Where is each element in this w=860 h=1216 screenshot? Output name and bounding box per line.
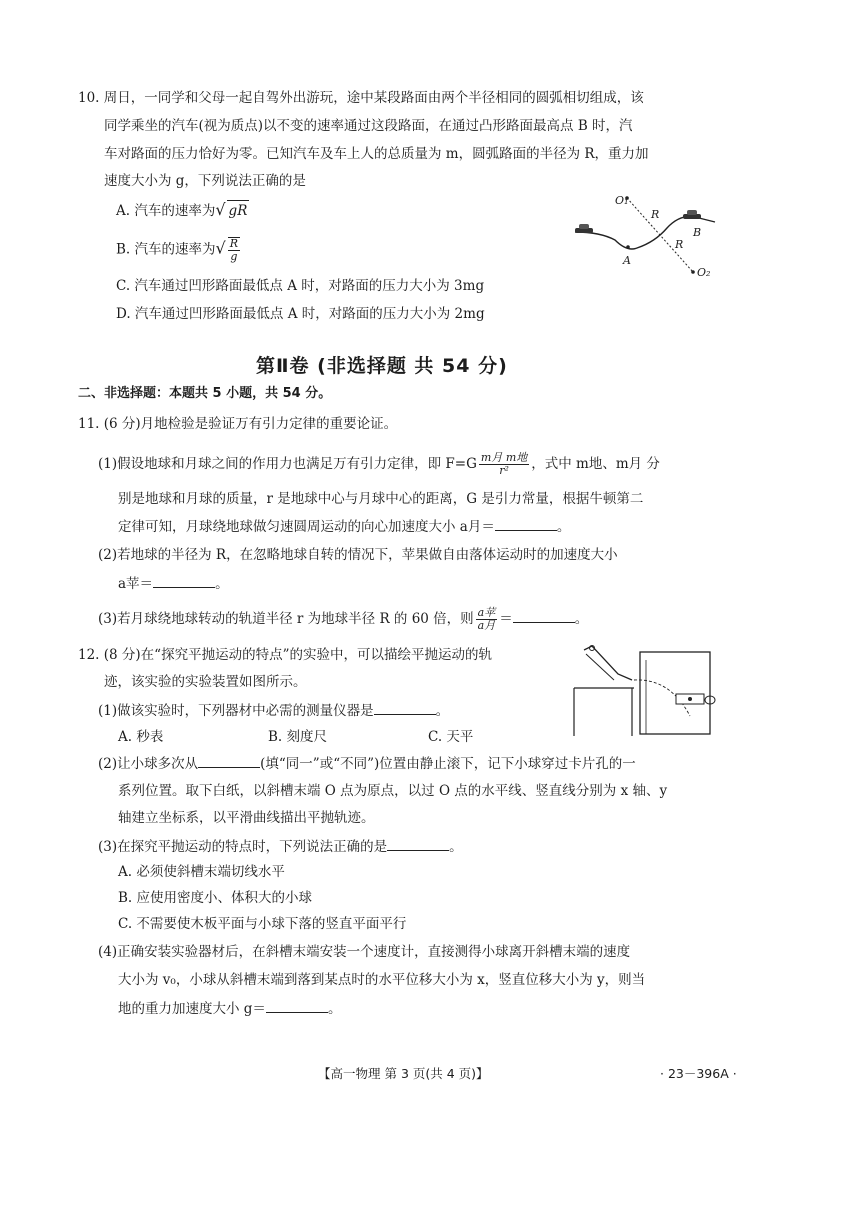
q12-p1-option-c: C. 天平: [428, 729, 474, 745]
q12-p1-option-b: B. 刻度尺: [268, 729, 328, 745]
q11-p1-end: 。: [556, 519, 571, 535]
q12-head-line1: 12. (8 分)在“探究平抛运动的特点”的实验中，可以描绘平抛运动的轨: [78, 647, 492, 663]
q10-option-b-text: B. 汽车的速率为: [116, 241, 216, 258]
q10-option-b-fraction: [228, 237, 240, 263]
q11-p1-prefix: (1)假设地球和月球之间的作用力也满足万有引力定律，即 F=G: [98, 456, 477, 472]
label-o2: O₂: [697, 266, 711, 279]
q12-part2-line2: 系列位置。取下白纸，以斜槽末端 O 点为原点，以过 O 点的水平线、竖直线分别为 x 轴、y: [118, 783, 668, 799]
q11-ratio-num: a苹: [477, 606, 496, 619]
q12-p3-option-c: C. 不需要使木板平面与小球下落的竖直平面平行: [118, 916, 407, 932]
q11-p3-end: 。: [574, 611, 589, 627]
q12-p4-end: 。: [327, 1001, 342, 1017]
q12-answer-blank-1[interactable]: [374, 700, 436, 715]
footer-page-info: 【高一物理 第 3 页(共 4 页)】: [318, 1066, 489, 1081]
q12-p3-option-b: B. 应使用密度小、体积大的小球: [118, 890, 313, 906]
q11-ratio-fraction: [476, 607, 498, 632]
car-right-icon: [683, 210, 701, 219]
q12-p3-option-a: A. 必须使斜槽末端切线水平: [118, 864, 285, 880]
q12-p1-option-a: A. 秒表: [118, 729, 164, 745]
label-b: B: [693, 226, 702, 239]
q12-part4-line2: 大小为 v₀，小球从斜槽末端到落到某点时的水平位移大小为 x，竖直位移大小为 y，则当: [118, 972, 646, 988]
q12-answer-blank-4[interactable]: [266, 998, 328, 1013]
label-r2: R: [675, 238, 684, 251]
q12-part2-line3: 轴建立坐标系，以平滑曲线描出平抛轨迹。: [118, 810, 375, 826]
q10-option-a-radicand: gR: [227, 200, 250, 221]
q11-p2-end: 。: [215, 576, 229, 592]
q10-option-b-num: R: [229, 237, 239, 250]
q11-answer-blank-2[interactable]: [153, 573, 215, 588]
q12-part2-line1: [98, 753, 636, 774]
q12-p3-end: 。: [449, 839, 463, 855]
q12-apparatus-figure: [570, 640, 730, 740]
q12-answer-blank-3[interactable]: [387, 836, 449, 851]
section-2-title: 第Ⅱ卷 (非选择题 共 54 分): [256, 355, 508, 377]
label-r1: R: [651, 208, 660, 221]
q10-line-3: 车对路面的压力恰好为零。已知汽车及车上人的总质量为 m，圆弧路面的半径为 R，重力加: [104, 146, 649, 162]
q12-part4-line3: [118, 998, 341, 1019]
sqrt-sign-icon: √: [215, 238, 226, 258]
q11-part1-line2: 别是地球和月球的质量，r 是地球中心与月球中心的距离，G 是引力常量，根据牛顿第二: [118, 491, 644, 507]
label-a: A: [623, 254, 631, 267]
center-o2-dot: [691, 270, 695, 274]
q11-ratio-den: a月: [477, 619, 496, 632]
q11-answer-blank-1[interactable]: [495, 516, 557, 531]
q10-option-c: C. 汽车通过凹形路面最低点 A 时，对路面的压力大小为 3mg: [116, 278, 485, 294]
q11-head: 11. (6 分)月地检验是验证万有引力定律的重要论证。: [78, 416, 398, 432]
footer-exam-code: · 23－396A ·: [660, 1066, 737, 1081]
q10-line-2: 同学乘坐的汽车(视为质点)以不变的速率通过这段路面，在通过凸形路面最高点 B 时，汽: [104, 118, 633, 134]
q11-answer-blank-3[interactable]: [513, 608, 575, 623]
q11-p3-eq: ＝: [499, 611, 513, 627]
q12-head-line2: 迹，该实验的实验装置如图所示。: [104, 674, 307, 690]
q12-part4-line1: (4)正确安装实验器材后，在斜槽末端安装一个速度计，直接测得小球离开斜槽末端的速度: [98, 944, 631, 960]
vertical-board: [640, 652, 710, 734]
q12-p1-text: (1)做该实验时，下列器材中必需的测量仪器是: [98, 703, 374, 719]
q12-p2-suffix: (填“同一”或“不同”)位置由静止滚下，记下小球穿过卡片孔的一: [260, 756, 636, 772]
ramp-support: [586, 654, 614, 680]
q10-option-a-text: A. 汽车的速率为: [116, 203, 216, 219]
q10-option-b-den: g: [230, 250, 238, 263]
q10-road-figure: [565, 192, 725, 282]
q11-gravity-fraction: [479, 452, 529, 477]
q11-p1-suffix: ，式中 m地、m月 分: [531, 456, 660, 472]
q11-part2-line1: (2)若地球的半径为 R，在忽略地球自转的情况下，苹果做自由落体运动时的加速度大小: [98, 547, 618, 563]
q10-line-1: 10. 周日，一同学和父母一起自驾外出游玩，途中某段路面由两个半径相同的圆弧相切组成，该: [78, 90, 644, 106]
q11-part1-line1: [98, 452, 660, 477]
q12-part3: [98, 836, 463, 857]
q10-line-4: 速度大小为 g，下列说法正确的是: [104, 173, 306, 189]
point-a-dot: [626, 245, 630, 249]
card-hole: [688, 697, 692, 701]
q11-p1-line3-text: 定律可知，月球绕地球做匀速圆周运动的向心加速度大小 a月＝: [118, 519, 495, 535]
q11-part2-line2: [118, 573, 229, 594]
car-left-icon: [575, 224, 593, 233]
q10-option-a: [116, 200, 249, 221]
q12-p1-end: 。: [435, 703, 450, 719]
q11-frac-den: r²: [499, 464, 509, 477]
q12-answer-blank-2[interactable]: [198, 753, 260, 768]
q11-p3-prefix: (3)若月球绕地球转动的轨道半径 r 为地球半径 R 的 60 倍，则: [98, 611, 474, 627]
q11-part3: [98, 607, 588, 632]
q10-option-b: [116, 237, 242, 263]
q11-part1-line3: [118, 516, 570, 537]
q11-frac-num: m月 m地: [480, 451, 528, 464]
q10-option-d: D. 汽车通过凹形路面最低点 A 时，对路面的压力大小为 2mg: [116, 306, 485, 322]
radius-dashed-line: [627, 198, 693, 272]
label-o1: O₁: [615, 194, 629, 207]
q12-p2-prefix: (2)让小球多次从: [98, 756, 199, 772]
q12-part1: [98, 700, 449, 721]
sqrt-sign-icon: √: [215, 200, 226, 219]
q11-p2-line2-text: a苹＝: [118, 576, 154, 592]
q12-p3-text: (3)在探究平抛运动的特点时，下列说法正确的是: [98, 839, 388, 855]
section-2-subtitle: 二、非选择题：本题共 5 小题，共 54 分。: [78, 386, 332, 401]
q12-p4-line3-text: 地的重力加速度大小 g＝: [118, 1001, 266, 1017]
